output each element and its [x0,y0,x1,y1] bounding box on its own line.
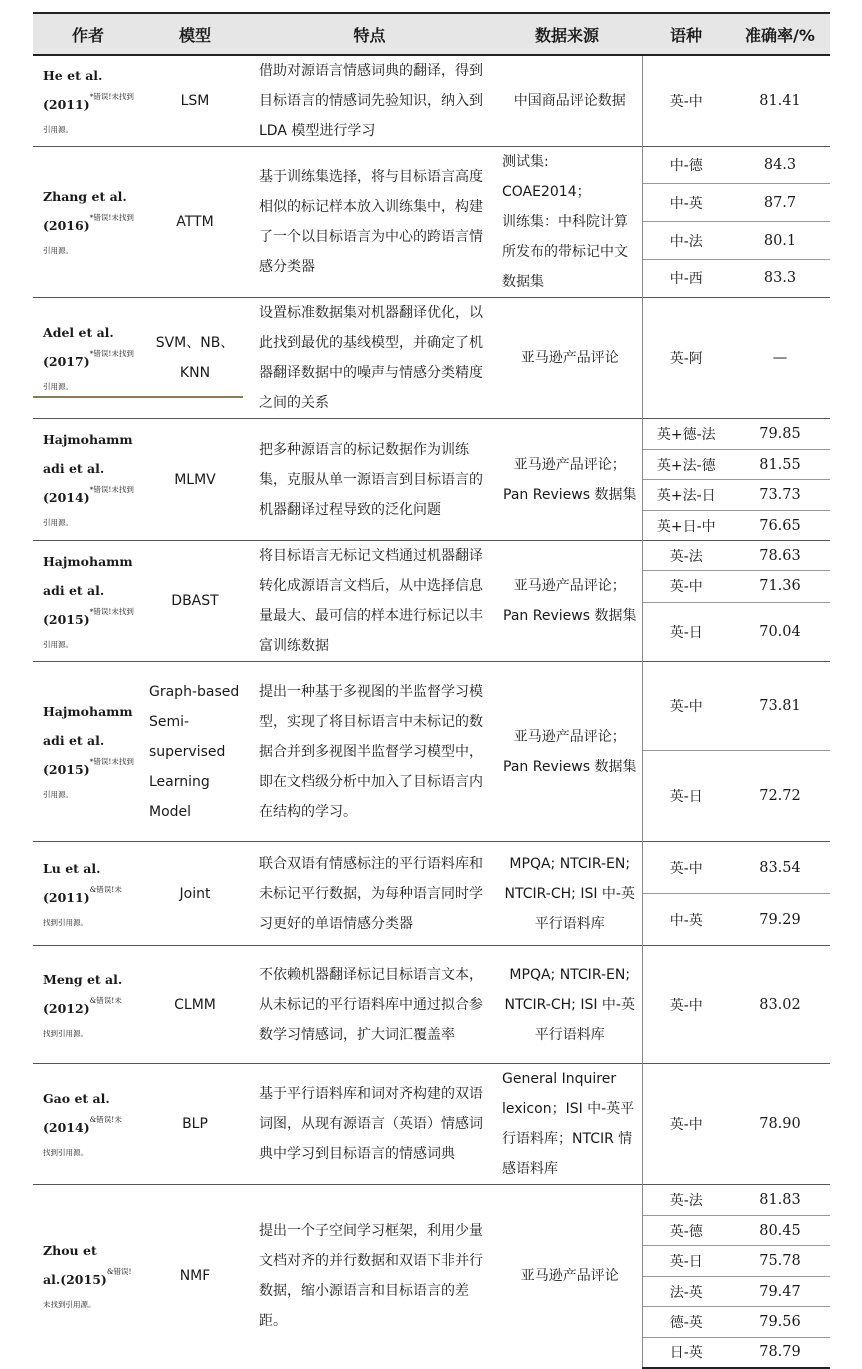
author-cell [33,55,143,147]
accuracy-value: 83.3 [730,259,830,297]
source-line: 数据集 [502,274,544,290]
comparison-table [33,12,830,1369]
author-line: (2012) [43,1000,90,1016]
language-pair: 英-中 [642,571,730,602]
language-pair: 中-法 [642,222,730,259]
accuracy-value: 78.90 [730,1064,830,1185]
source-line: NTCIR-CH; ISI 中-英 [504,885,635,902]
author-line: Hajmohamm [43,553,133,569]
model-line: Joint [179,885,211,902]
model-cell [143,1185,247,1368]
author-line: (2011) [43,97,90,112]
accuracy-value: 71.36 [730,571,830,602]
language-pair: 英-中 [642,1064,730,1185]
table-row [33,541,830,571]
source-cell [492,946,642,1064]
author-line: (2017) [43,354,90,369]
language-pair: 英+日-中 [642,511,730,541]
language-pair: 英-中 [642,946,730,1064]
table-row [33,1185,830,1216]
model-cell [143,1064,247,1185]
model-line: KNN [179,365,211,381]
model-line: BLP [182,1116,208,1132]
author-cell [33,298,143,419]
ref-error-note: 找到引用源。 [43,1148,88,1157]
language-pair: 中-英 [642,184,730,222]
author-line: Adel et al. [43,325,114,340]
model-line: MLMV [174,471,216,488]
author-line: (2014) [43,490,90,505]
header-row [33,13,830,55]
source-line: lexicon；ISI 中-英平 [502,1101,635,1117]
ref-error-sup: *错误!未找到 [89,606,134,616]
accuracy-value: 76.65 [730,511,830,541]
language-pair: 英-日 [642,1246,730,1277]
language-pair: 英-中 [642,662,730,751]
ref-error-sup: *错误!未找到 [89,757,134,766]
model-line: Graph-based [149,683,240,700]
features-cell: 联合双语有情感标注的平行语料库和未标记平行数据，为每种语言同时学习更好的单语情感分类器 [247,842,492,946]
author-line: Zhou et [43,1243,97,1259]
source-line: NTCIR-CH; ISI 中-英 [504,996,635,1013]
source-cell [492,419,642,541]
model-cell [143,419,247,541]
accuracy-value: 81.55 [730,450,830,480]
source-cell [492,298,642,419]
accuracy-value: 80.1 [730,222,830,259]
model-line: Learning [149,773,210,790]
ref-error-sup: &错误!未 [89,884,122,894]
model-cell [143,298,247,419]
language-pair: 英-日 [642,751,730,842]
source-line: MPQA; NTCIR-EN; [509,855,631,872]
model-line: LSM [180,93,210,109]
accuracy-value: 79.29 [730,894,830,946]
author-cell [33,842,143,946]
ref-error-sup: *错误!未找到 [89,485,134,494]
accuracy-value: 83.02 [730,946,830,1064]
ref-error-sup: *错误!未找到 [89,92,134,101]
accuracy-value: 84.3 [730,147,830,184]
source-line: 中国商品评论数据 [513,93,626,109]
model-cell [143,946,247,1064]
ref-error-note: 引用源。 [43,639,73,649]
language-pair: 法-英 [642,1277,730,1307]
source-cell [492,147,642,298]
source-line: 训练集：中科院计算 [502,214,628,230]
language-pair: 英-法 [642,1185,730,1216]
model-cell [143,55,247,147]
accuracy-value: 83.54 [730,842,830,894]
author-line: (2015) [43,611,90,627]
source-line: 行语料库；NTCIR 情 [502,1131,633,1147]
table-row [33,55,830,147]
language-pair: 中-英 [642,894,730,946]
source-line: 亚马逊产品评论 [520,350,619,366]
table-row [33,662,830,751]
language-pair: 英-日 [642,602,730,662]
author-line: (2011) [43,889,90,905]
features-cell: 基于训练集选择，将与目标语言高度相似的标记样本放入训练集中，构建了一个以目标语言为中心的跨语言情感分类器 [247,147,492,298]
model-line: SVM、NB、 [155,335,235,351]
model-cell [143,147,247,298]
model-line: ATTM [176,214,214,230]
source-line: 亚马逊产品评论； [513,728,626,745]
model-cell [143,842,247,946]
ref-error-note: 引用源。 [43,790,73,799]
source-cell [492,55,642,147]
author-line: (2015) [43,762,90,777]
source-line: MPQA; NTCIR-EN; [509,966,631,983]
accuracy-value: 70.04 [730,602,830,662]
language-pair: 中-西 [642,259,730,297]
source-line: 所发布的带标记中文 [502,244,628,260]
source-cell [492,842,642,946]
source-line: 感语料库 [502,1161,558,1177]
author-cell [33,147,143,298]
ref-error-sup: &错误!未 [89,1115,122,1124]
accuracy-value: — [730,298,830,419]
author-line: (2014) [43,1120,90,1135]
ref-error-note: 引用源。 [43,125,73,134]
source-cell [492,1185,642,1368]
source-line: Pan Reviews 数据集 [503,608,637,624]
author-line: Meng et al. [43,971,123,987]
author-line: adi et al. [43,582,105,598]
source-cell [492,1064,642,1185]
table-row [33,1064,830,1185]
accuracy-value: 87.7 [730,184,830,222]
table-row [33,147,830,184]
language-pair: 英-德 [642,1216,730,1246]
header-model: 模型 [143,13,247,55]
accuracy-value: 79.47 [730,1277,830,1307]
accuracy-value: 81.41 [730,55,830,147]
ref-error-sup: *错误!未找到 [89,349,134,358]
accuracy-value: 79.56 [730,1307,830,1338]
features-cell: 把多种源语言的标记数据作为训练集，克服从单一源语言到目标语言的机器翻译过程导致的泛化问题 [247,419,492,541]
features-cell: 借助对源语言情感词典的翻译，得到目标语言的情感词先验知识，纳入到 LDA 模型进行学习 [247,55,492,147]
table-row [33,419,830,450]
language-pair: 英+法-德 [642,450,730,480]
language-pair: 英+法-日 [642,480,730,511]
table-row [33,298,830,419]
accuracy-value: 73.73 [730,480,830,511]
table-body [33,55,830,1368]
header-language: 语种 [642,13,730,55]
author-line: (2016) [43,218,90,233]
source-line: Pan Reviews 数据集 [503,486,637,503]
ref-error-note: 引用源。 [43,518,73,527]
language-pair: 日-英 [642,1338,730,1368]
ref-error-note: 引用源。 [43,382,73,391]
language-pair: 英-法 [642,541,730,571]
author-cell [33,1064,143,1185]
accuracy-value: 75.78 [730,1246,830,1277]
table-row [33,842,830,894]
accuracy-value: 81.83 [730,1185,830,1216]
model-line: supervised [149,743,226,760]
ref-error-sup: &错误! [106,1267,132,1277]
author-cell [33,419,143,541]
features-cell: 不依赖机器翻译标记目标语言文本，从未标记的平行语料库中通过拟合参数学习情感词，扩大词汇覆盖率 [247,946,492,1064]
model-line: Model [149,803,192,820]
author-line: He et al. [43,68,103,83]
source-line: General Inquirer [502,1071,617,1087]
author-line: Zhang et al. [43,189,127,204]
accuracy-value: 80.45 [730,1216,830,1246]
source-line: 平行语料库 [534,915,605,932]
language-pair: 英-中 [642,55,730,147]
language-pair: 中-德 [642,147,730,184]
source-line: Pan Reviews 数据集 [503,758,637,775]
accuracy-value: 73.81 [730,662,830,751]
author-line: Hajmohamm [43,704,133,719]
source-line: 亚马逊产品评论； [513,456,626,473]
source-line: 测试集: COAE2014； [502,154,591,200]
features-cell: 将目标语言无标记文档通过机器翻译转化成源语言文档后，从中选择信息量最大、最可信的样本进行标记以丰富训练数据 [247,541,492,662]
language-pair: 英+德-法 [642,419,730,450]
model-cell [143,662,247,842]
features-cell: 基于平行语料库和词对齐构建的双语词图，从现有源语言（英语）情感词典中学习到目标语言的情感词典 [247,1064,492,1185]
author-cell [33,946,143,1064]
ref-error-sup: *错误!未找到 [89,213,134,222]
model-line: NMF [179,1268,211,1285]
accuracy-value: 78.79 [730,1338,830,1368]
header-features: 特点 [247,13,492,55]
ref-error-note: 找到引用源。 [43,917,88,927]
author-cell [33,1185,143,1368]
ref-error-note: 引用源。 [43,246,73,255]
author-cell [33,662,143,842]
features-cell: 提出一个子空间学习框架，利用少量文档对齐的并行数据和双语下非并行数据，缩小源语言和目标语言的差距。 [247,1185,492,1368]
accuracy-value: 72.72 [730,751,830,842]
author-line: Hajmohamm [43,432,133,447]
source-line: 亚马逊产品评论 [520,1268,619,1285]
features-cell: 提出一种基于多视图的半监督学习模型，实现了将目标语言中未标记的数据合并到多视图半监督学习模型中，即在文档级分析中加入了目标语言内在结构的学习。 [247,662,492,842]
features-cell: 设置标准数据集对机器翻译优化，以此找到最优的基线模型，并确定了机器翻译数据中的噪声与情感分类精度之间的关系 [247,298,492,419]
author-line: Gao et al. [43,1091,110,1106]
source-cell [492,662,642,842]
model-line: Semi- [149,713,190,730]
ref-error-sup: &错误!未 [89,995,122,1005]
language-pair: 英-中 [642,842,730,894]
author-line: al.(2015) [43,1272,107,1288]
ref-error-note: 找到引用源。 [43,1028,88,1038]
model-cell [143,541,247,662]
ref-error-note: 未找到引用源。 [43,1300,96,1310]
author-line: Lu et al. [43,860,101,876]
header-author: 作者 [33,13,143,55]
source-line: 平行语料库 [534,1026,605,1043]
accuracy-value: 78.63 [730,541,830,571]
source-cell [492,541,642,662]
header-accuracy: 准确率/% [730,13,830,55]
author-line: adi et al. [43,461,105,476]
author-line: adi et al. [43,733,105,748]
table-row [33,946,830,1064]
author-cell [33,541,143,662]
header-source: 数据来源 [492,13,642,55]
source-line: 亚马逊产品评论； [513,578,626,594]
language-pair: 德-英 [642,1307,730,1338]
model-line: CLMM [174,996,216,1013]
language-pair: 英-阿 [642,298,730,419]
accuracy-value: 79.85 [730,419,830,450]
model-line: DBAST [171,593,219,609]
